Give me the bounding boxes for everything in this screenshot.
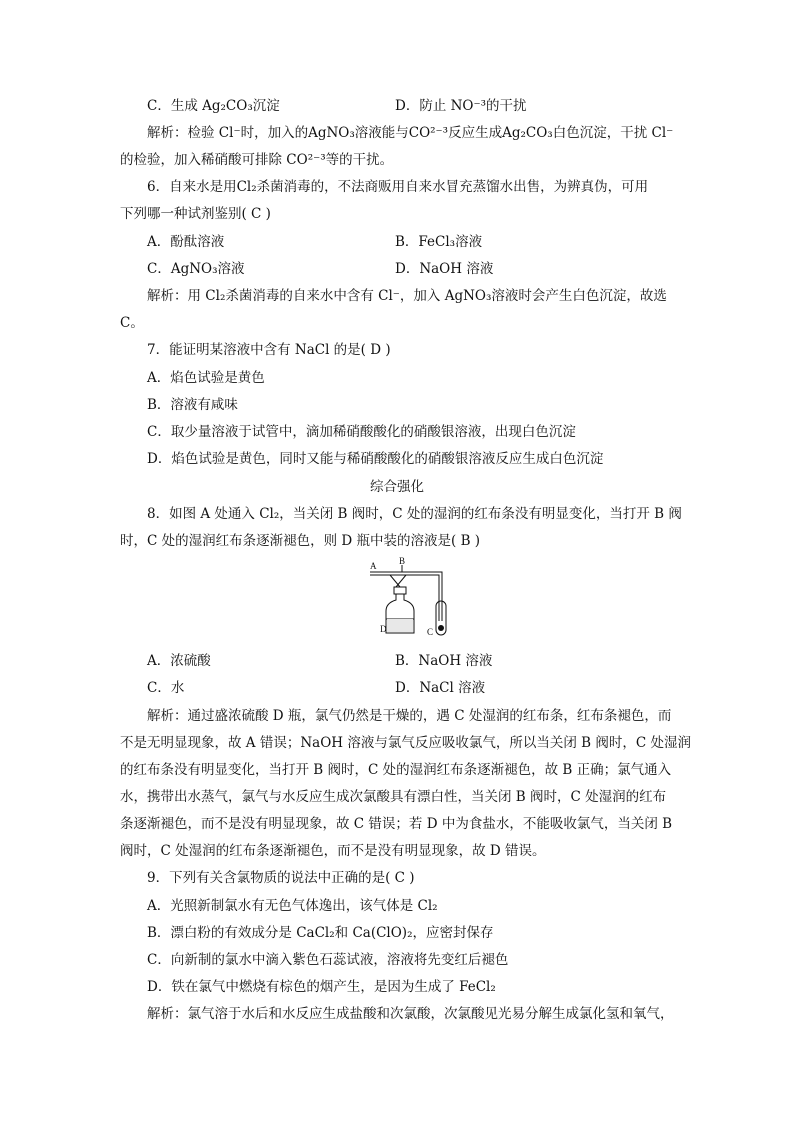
question6-line2: 下列哪一种试剂鉴别( C ): [120, 206, 271, 222]
q8-option-d: D．NaCl 溶液: [395, 680, 486, 696]
line-explain5-2: 的检验，加入稀硝酸可排除 CO²⁻³等的干扰。: [120, 152, 394, 168]
explain9-line1: 解析：氯气溶于水后和水反应生成盐酸和次氯酸，次氯酸见光易分解生成氯化氢和氧气，: [147, 1006, 674, 1022]
q7-option-c: C．取少量溶液于试管中，滴加稀硝酸酸化的硝酸银溶液，出现白色沉淀: [147, 424, 576, 440]
q6-option-a: A．酚酞溶液: [147, 234, 225, 250]
figure-label-a: A: [370, 561, 377, 571]
q9-option-c: C．向新制的氯水中滴入紫色石蕊试液，溶液将先变红后褪色: [147, 952, 509, 968]
question8-line1: 8．如图 A 处通入 Cl₂，当关闭 B 阀时，C 处的湿润的红布条没有明显变化，当打开 B 阀: [147, 506, 682, 522]
explain8-line1: 解析：通过盛浓硫酸 D 瓶，氯气仍然是干燥的，遇 C 处湿润的红布条，红布条褪色，而: [147, 708, 672, 724]
explain8-line4: 水，携带出水蒸气，氯气与水反应生成次氯酸具有漂白性，当关闭 B 阀时，C 处湿润的红布: [120, 789, 667, 805]
q9-option-d: D．铁在氯气中燃烧有棕色的烟产生，是因为生成了 FeCl₂: [147, 979, 496, 995]
q7-option-d: D．焰色试验是黄色，同时又能与稀硝酸酸化的硝酸银溶液反应生成白色沉淀: [147, 451, 604, 467]
explain8-line6: 阀时，C 处湿润的红布条逐渐褪色，而不是没有明显现象，故 D 错误。: [120, 843, 546, 859]
q7-option-a: A．焰色试验是黄色: [147, 370, 265, 386]
q9-option-a: A．光照新制氯水有无色气体逸出，该气体是 Cl₂: [147, 898, 438, 914]
explain6-line2: C。: [120, 315, 144, 331]
explain8-line3: 的红布条没有明显变化，当打开 B 阀时，C 处的湿润红布条逐渐褪色，故 B 正确；氯气通入: [120, 762, 672, 778]
line-option-c5: C．生成 Ag₂CO₃沉淀: [147, 98, 280, 114]
q6-option-d: D．NaOH 溶液: [395, 261, 494, 277]
q8-option-c: C．水: [147, 680, 185, 696]
line-option-d5: D．防止 NO⁻³的干扰: [395, 98, 527, 114]
q8-option-b: B．NaOH 溶液: [395, 653, 493, 669]
q7-option-b: B．溶液有咸味: [147, 397, 238, 413]
figure-label-b: B: [399, 557, 406, 566]
q9-option-b: B．漂白粉的有效成分是 CaCl₂和 Ca(ClO)₂，应密封保存: [147, 925, 494, 941]
question6-line1: 6．自来水是用Cl₂杀菌消毒的，不法商贩用自来水冒充蒸馏水出售，为辨真伪，可用: [147, 179, 649, 195]
section-heading: 综合强化: [370, 479, 424, 495]
question8-line2: 时，C 处的湿润红布条逐渐褪色，则 D 瓶中装的溶液是( B ): [120, 533, 481, 549]
q6-option-c: C．AgNO₃溶液: [147, 261, 245, 277]
line-explain5-1: 解析：检验 Cl⁻时，加入的AgNO₃溶液能与CO²⁻³反应生成Ag₂CO₃白色沉淀，干扰 Cl⁻: [147, 125, 674, 141]
q8-option-a: A．浓硫酸: [147, 653, 211, 669]
figure-label-d: D: [380, 624, 387, 634]
question7: 7．能证明某溶液中含有 NaCl 的是( D ): [147, 342, 391, 358]
figure-label-c: C: [427, 627, 434, 637]
explain8-line2: 不是无明显现象，故 A 错误；NaOH 溶液与氯气反应吸收氯气，所以当关闭 B 阀时，C 处湿润: [120, 735, 691, 751]
question9: 9．下列有关含氯物质的说法中正确的是( C ): [147, 870, 415, 886]
explain6-line1: 解析：用 Cl₂杀菌消毒的自来水中含有 Cl⁻，加入 AgNO₃溶液时会产生白色沉淀，故选: [147, 288, 667, 304]
explain8-line5: 条逐渐褪色，而不是没有明显现象，故 C 错误；若 D 中为食盐水，不能吸收氯气，当关闭 B: [120, 816, 673, 832]
q6-option-b: B．FeCl₃溶液: [395, 234, 483, 250]
apparatus-figure: [366, 557, 466, 642]
